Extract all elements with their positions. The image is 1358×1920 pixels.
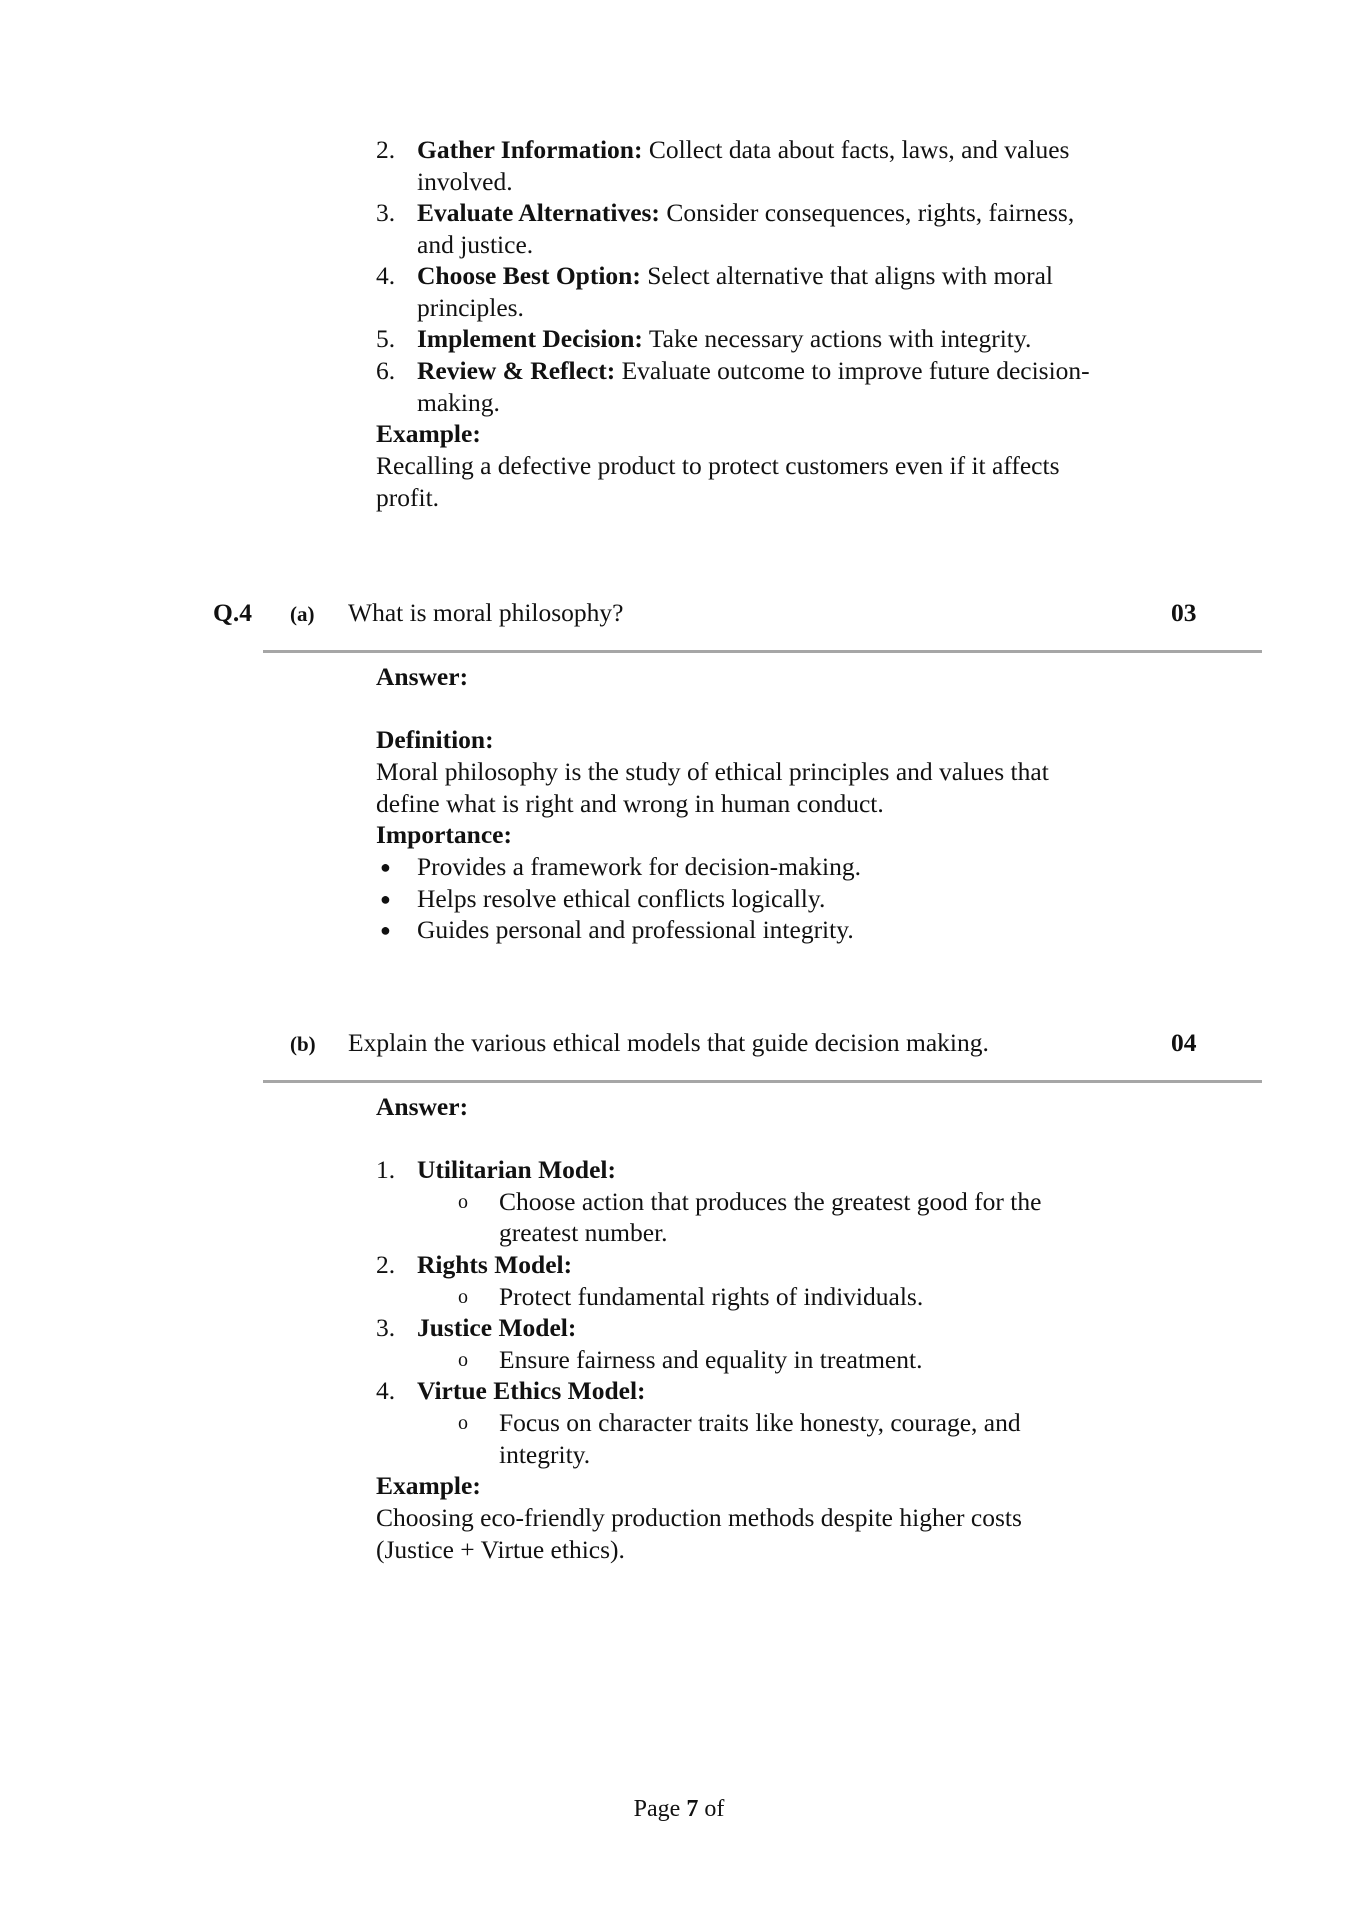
answer-heading: Answer: [376,1092,469,1121]
step-wrap: making. [417,388,500,417]
circle-bullet-icon: o [458,1412,468,1434]
model-point: Focus on character traits like honesty, courage, and [499,1408,1021,1437]
step-title: Implement Decision: [417,324,643,353]
importance-heading: Importance: [376,820,512,849]
circle-bullet-icon: o [458,1286,468,1308]
model-number: 2. [376,1250,396,1279]
question-text: What is moral philosophy? [348,598,624,627]
circle-bullet-icon: o [458,1349,468,1371]
page-number: 7 [686,1796,699,1822]
step-title: Choose Best Option: [417,261,641,290]
step-line [417,134,1069,166]
example-text: (Justice + Virtue ethics). [376,1535,625,1564]
page-footer [0,1793,1358,1825]
step-line [417,260,1053,292]
definition-text: Moral philosophy is the study of ethical principles and values that [376,757,1049,786]
question-part-label: (b) [290,1032,316,1056]
step-number: 4. [376,261,396,290]
model-title: Virtue Ethics Model: [417,1376,646,1405]
model-title: Justice Model: [417,1313,577,1342]
step-line [417,355,1090,387]
model-title: Utilitarian Model: [417,1155,617,1184]
step-text: Collect data about facts, laws, and values [648,135,1070,164]
step-title: Review & Reflect: [417,356,616,385]
bullet-icon: ● [380,857,391,877]
bullet-icon: ● [380,889,391,909]
model-point: Ensure fairness and equality in treatment. [499,1345,923,1374]
definition-text: define what is right and wrong in human conduct. [376,789,884,818]
model-point: Protect fundamental rights of individuals. [499,1282,924,1311]
question-number: Q.4 [213,598,252,627]
step-number: 6. [376,356,396,385]
page-of-label: of [704,1796,725,1822]
model-title: Rights Model: [417,1250,573,1279]
importance-item: Guides personal and professional integrity. [417,915,854,944]
answer-divider [263,1080,1262,1083]
step-title: Evaluate Alternatives: [417,198,660,227]
step-text: Consider consequences, rights, fairness, [666,198,1075,227]
model-point-wrap: greatest number. [499,1218,668,1247]
page-label: Page [633,1796,681,1822]
step-wrap: and justice. [417,230,534,259]
step-line [417,197,1074,229]
question-marks: 03 [1171,598,1197,627]
step-number: 3. [376,198,396,227]
step-text: Select alternative that aligns with moral [647,261,1053,290]
model-number: 3. [376,1313,396,1342]
model-point-wrap: integrity. [499,1440,591,1469]
question-marks: 04 [1171,1028,1197,1057]
step-number: 5. [376,324,396,353]
step-text: Take necessary actions with integrity. [648,324,1032,353]
step-wrap: involved. [417,167,513,196]
model-point: Choose action that produces the greatest good for the [499,1187,1042,1216]
step-wrap: principles. [417,293,524,322]
step-number: 2. [376,135,396,164]
model-number: 1. [376,1155,396,1184]
step-line [417,323,1031,355]
definition-heading: Definition: [376,725,494,754]
example-text: Recalling a defective product to protect customers even if it affects [376,451,1060,480]
question-part-label: (a) [290,602,315,626]
example-heading: Example: [376,419,481,448]
example-text: profit. [376,483,440,512]
answer-divider [263,650,1262,653]
step-title: Gather Information: [417,135,643,164]
example-text: Choosing eco-friendly production methods despite higher costs [376,1503,1022,1532]
importance-item: Provides a framework for decision-making. [417,852,861,881]
model-number: 4. [376,1376,396,1405]
question-text: Explain the various ethical models that guide decision making. [348,1028,989,1057]
answer-heading: Answer: [376,662,469,691]
step-text: Evaluate outcome to improve future decision- [621,356,1090,385]
example-heading: Example: [376,1471,481,1500]
circle-bullet-icon: o [458,1191,468,1213]
importance-item: Helps resolve ethical conflicts logically. [417,884,826,913]
bullet-icon: ● [380,920,391,940]
